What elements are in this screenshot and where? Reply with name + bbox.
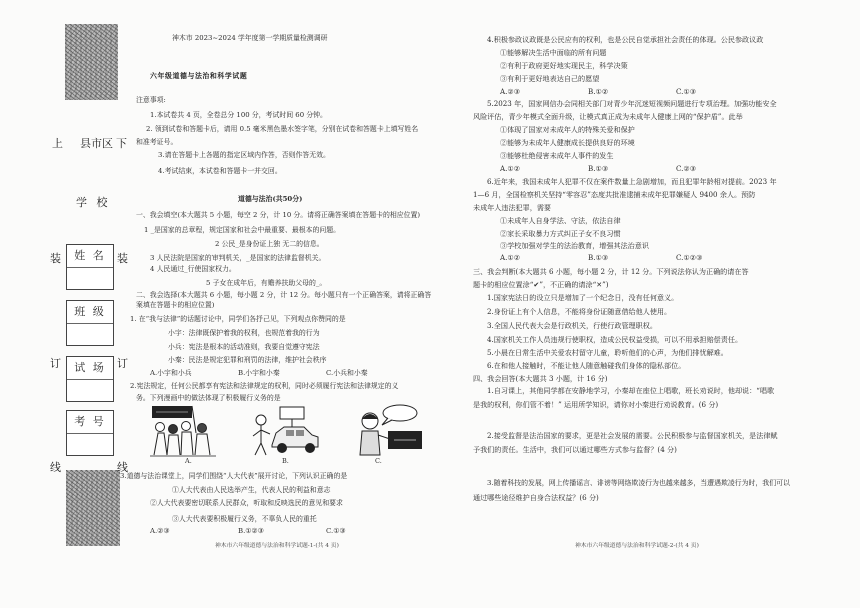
exam-number-field-label: 考 号 <box>67 411 113 434</box>
choice-q5-options <box>500 164 764 173</box>
margin-zhuang-right: 装 <box>117 252 128 265</box>
name-field <box>66 244 114 290</box>
choice-statement: ①人大代表由人民选举产生，代表人民的利益和意志 <box>172 486 331 494</box>
page-title: 六年级道德与法治和科学试题 <box>150 72 248 80</box>
option-b: B.①②③ <box>238 527 264 535</box>
cartoon-a <box>150 403 216 457</box>
choice-statement: 小兵：宪法是根本的活动准则，我要自觉遵守宪法 <box>168 343 320 351</box>
choice-q4-stem: 4.积极参政议政既是公民应有的权利，也是公民自觉承担社会责任的体现。公民参政议政 <box>487 35 764 44</box>
margin-ding-right: 订 <box>117 357 128 370</box>
part3-heading: 题卡的相应位置涂“✔”，不正确的请涂“✕”) <box>473 280 609 289</box>
choice-q6-options <box>500 253 764 262</box>
option-b: B.小宇和小秦 <box>238 369 280 377</box>
cartoon-c <box>350 403 426 457</box>
option-c: C.小兵和小秦 <box>326 369 368 377</box>
fill-blank-item: 4 人民通过_行使国家权力。 <box>150 265 236 273</box>
cartoon-a-label: A. <box>185 457 192 465</box>
choice-q2-stem: 2.宪法规定，任何公民都享有宪法和法律规定的权利，同时必须履行宪法和法律规定的义 <box>130 382 399 390</box>
part4-heading: 四、我会回答(本大题共 3 小题，计 16 分) <box>473 374 608 383</box>
page-footer: 神木市六年级道德与法治和科学试题-1-(共 4 页) <box>215 543 339 549</box>
option-b: B.①② <box>588 87 609 96</box>
choice-q2-stem: 务。下列漫画中的做法体现了积极履行义务的是 <box>136 394 281 402</box>
choice-q1-stem: 1. 在“我与法律”的话题讨论中，同学们各抒己见，下列观点你赞同的是 <box>130 315 346 323</box>
choice-statement: ②家长采取暴力方式纠正子女不良习惯 <box>500 229 621 238</box>
part1-heading: 一、我会填空(本大题共 5 小题，每空 2 分，计 10 分。请将正确答案填在答题卡的相应位置) <box>136 211 421 219</box>
answer-q1: 1.自习课上，其他同学都在安静地学习，小秦却在座位上唱歌，班长劝说时，他却说：“唱歌 <box>487 386 775 395</box>
option-b: B.①③ <box>588 164 609 173</box>
choice-q1-options <box>150 369 414 378</box>
part2-heading: 二、我会选择(本大题共 6 小题，每小题 2 分，计 12 分。每小题只有一个正确答案，请将正确答 <box>136 291 432 299</box>
part3-heading: 三、我会判断(本大题共 6 小题，每小题 2 分，计 12 分。下列说法你认为正确的请在答 <box>473 267 749 276</box>
option-a: A.小宇和小兵 <box>150 369 192 377</box>
margin-ding-left: 订 <box>50 357 61 370</box>
option-a: A.②③ <box>150 527 170 535</box>
exam-room-field-label: 试 场 <box>67 357 113 380</box>
judgment-item: 6.在和他人接触时，不能让他人随意触碰我们身体的隐私部位。 <box>487 361 686 370</box>
choice-statement: ③人大代表要积极履行义务，不辜负人民的重托 <box>172 515 317 523</box>
judgment-item: 3.全国人民代表大会是行政机关，行使行政管理职权。 <box>487 321 657 330</box>
choice-q3-options <box>150 527 414 536</box>
option-b: B.①③ <box>588 253 609 262</box>
note-line: 4.考试结束，本试卷和答题卡一并交回。 <box>158 167 282 175</box>
choice-q6-stem: 6.近年来，我国未成年人犯罪不仅在案件数量上急剧增加，而且犯罪年龄相对提前。2023 年 <box>487 177 777 186</box>
choice-statement: ③能够杜绝侵害未成年人事件的发生 <box>500 151 614 160</box>
choice-statement: ②有利于政府更好地实现民主，科学决策 <box>500 61 628 70</box>
judgment-item: 4.国家机关工作人员违规行使职权，造成公民权益受损，可以不用承担赔偿责任。 <box>487 335 743 344</box>
choice-q5-stem: 5.2023 年，国家网信办会同相关部门对青少年沉迷短视频问题进行专项治理。加强功能安全 <box>487 99 777 108</box>
choice-q4-options <box>500 87 764 96</box>
fill-blank-item: 5 子女在成年后，有赡养扶助父母的_。 <box>206 279 327 287</box>
judgment-item: 5.小晨在日常生活中关爱农村留守儿童，聆听他们的心声，为他们排忧解难。 <box>487 348 728 357</box>
note-line: 和准考证号。 <box>136 138 178 146</box>
note-line: 2. 领到试卷和答题卡后，请用 0.5 毫米黑色墨水签字笔，分别在试卷和答题卡上填写姓名 <box>146 125 419 133</box>
note-line: 3.请在答题卡上各题的指定区域内作答，否则作答无效。 <box>158 151 330 159</box>
margin-county-label: 县市区 <box>80 137 113 150</box>
margin-top-mark: 上 <box>52 137 63 150</box>
fill-blank-item: 3 人民法院是国家的审判机关，_是国家的法律监督机关。 <box>150 254 326 262</box>
answer-q3: 3.随着科技的发展，网上传播谣言、诽谤等网络欺凌行为也越来越多，当遭遇欺凌行为时，我们可以 <box>487 479 790 487</box>
margin-bottom-mark: 下 <box>116 137 127 150</box>
choice-statement: ②人大代表要密切联系人民群众，听取和反映选民的意见和要求 <box>150 499 343 507</box>
fill-blank-item: 2 公民_是身份证上独 无二的信息。 <box>215 240 324 248</box>
margin-xian-right: 线 <box>117 461 128 474</box>
cartoon-b-label: B. <box>282 457 289 465</box>
margin-school-label: 学 校 <box>76 196 111 209</box>
choice-statement: 小宇：法律既保护着我的权利，也规范着我的行为 <box>168 329 320 337</box>
judgment-item: 2.身份证上有个人信息，不能将身份证随意借给他人使用。 <box>487 307 672 316</box>
answer-q2: 予我们的责任。生活中，我们可以通过哪些方式参与监督？(4 分) <box>473 445 677 454</box>
page-footer: 神木市六年级道德与法治和科学试题-2-(共 4 页) <box>575 543 699 549</box>
choice-statement: ②能够为未成年人健康成长提供良好的环境 <box>500 138 635 147</box>
note-line: 1.本试卷共 4 页，全卷总分 100 分，考试时间 60 分钟。 <box>150 111 327 119</box>
choice-q5-stem: 风险评估，青少年模式全面升级，让模式真正成为未成年人健康上网的“保护盾”。此举 <box>473 112 743 121</box>
choice-q3-stem: 3.道德与法治课堂上，同学们围绕“人大代表”展开讨论，下列认识正确的是 <box>120 472 348 480</box>
answer-q1: 是我的权利，你们管不着！” 运用所学知识，请你对小秦进行劝说教育。(6 分) <box>473 400 719 409</box>
option-c: C.①③ <box>676 87 697 96</box>
option-a: A.①② <box>500 253 521 262</box>
choice-statement: ①体现了国家对未成年人的特殊关爱和保护 <box>500 125 635 134</box>
exam-room-field <box>66 356 114 402</box>
judgment-item: 1.国家宪法日的设立只是增加了一个纪念日，没有任何意义。 <box>487 293 679 302</box>
option-c: C.①②③ <box>676 253 703 262</box>
choice-q6-stem: 未成年人违法犯罪，需要 <box>473 203 552 212</box>
cartoon-c-label: C. <box>375 457 382 465</box>
barcode-noise-bottom <box>66 470 120 546</box>
choice-statement: ①未成年人自身学法、守法，依法自律 <box>500 216 621 225</box>
name-field-label: 姓 名 <box>67 245 113 268</box>
choice-statement: ③有利于更好地表达自己的愿望 <box>500 74 600 83</box>
barcode-noise-top <box>65 24 118 100</box>
choice-statement: ①能够解决生活中面临的所有问题 <box>500 48 607 57</box>
choice-q6-stem: 1—6 月，全国检察机关坚持“零容忍”态度共批准逮捕未成年犯罪嫌疑人 9400 余人。预防 <box>473 190 756 199</box>
option-a: A.①② <box>500 164 521 173</box>
margin-xian-left: 线 <box>50 461 61 474</box>
margin-zhuang-left: 装 <box>50 252 61 265</box>
answer-q3: 通过哪些途径维护自身合法权益？(6 分) <box>473 493 599 502</box>
class-field <box>66 300 114 346</box>
option-a: A.②③ <box>500 87 521 96</box>
fill-blank-item: 1 _是国家的总章程，规定国家和社会中最重要、最根本的问题。 <box>144 226 341 234</box>
section-title: 道德与法治(共50分) <box>238 195 303 203</box>
cartoon-b <box>250 403 322 457</box>
exam-number-field <box>66 410 114 456</box>
class-field-label: 班 级 <box>67 301 113 324</box>
option-c: C.①③ <box>326 527 346 535</box>
option-c: C.②③ <box>676 164 697 173</box>
answer-q2: 2.接受监督是法治国家的要求，更是社会发展的需要。公民积极参与监督国家机关，是法律赋 <box>487 431 778 440</box>
choice-statement: ③学校加强对学生的法治教育，增强其法治意识 <box>500 241 649 250</box>
part2-heading: 案填在答题卡的相应位置) <box>136 301 215 309</box>
notes-heading: 注意事项: <box>136 96 166 104</box>
exam-session: 神木市 2023~2024 学年度第一学期质量检测调研 <box>172 34 328 42</box>
choice-statement: 小秦：民法是规定犯罪和刑罚的法律，维护社会秩序 <box>168 356 327 364</box>
